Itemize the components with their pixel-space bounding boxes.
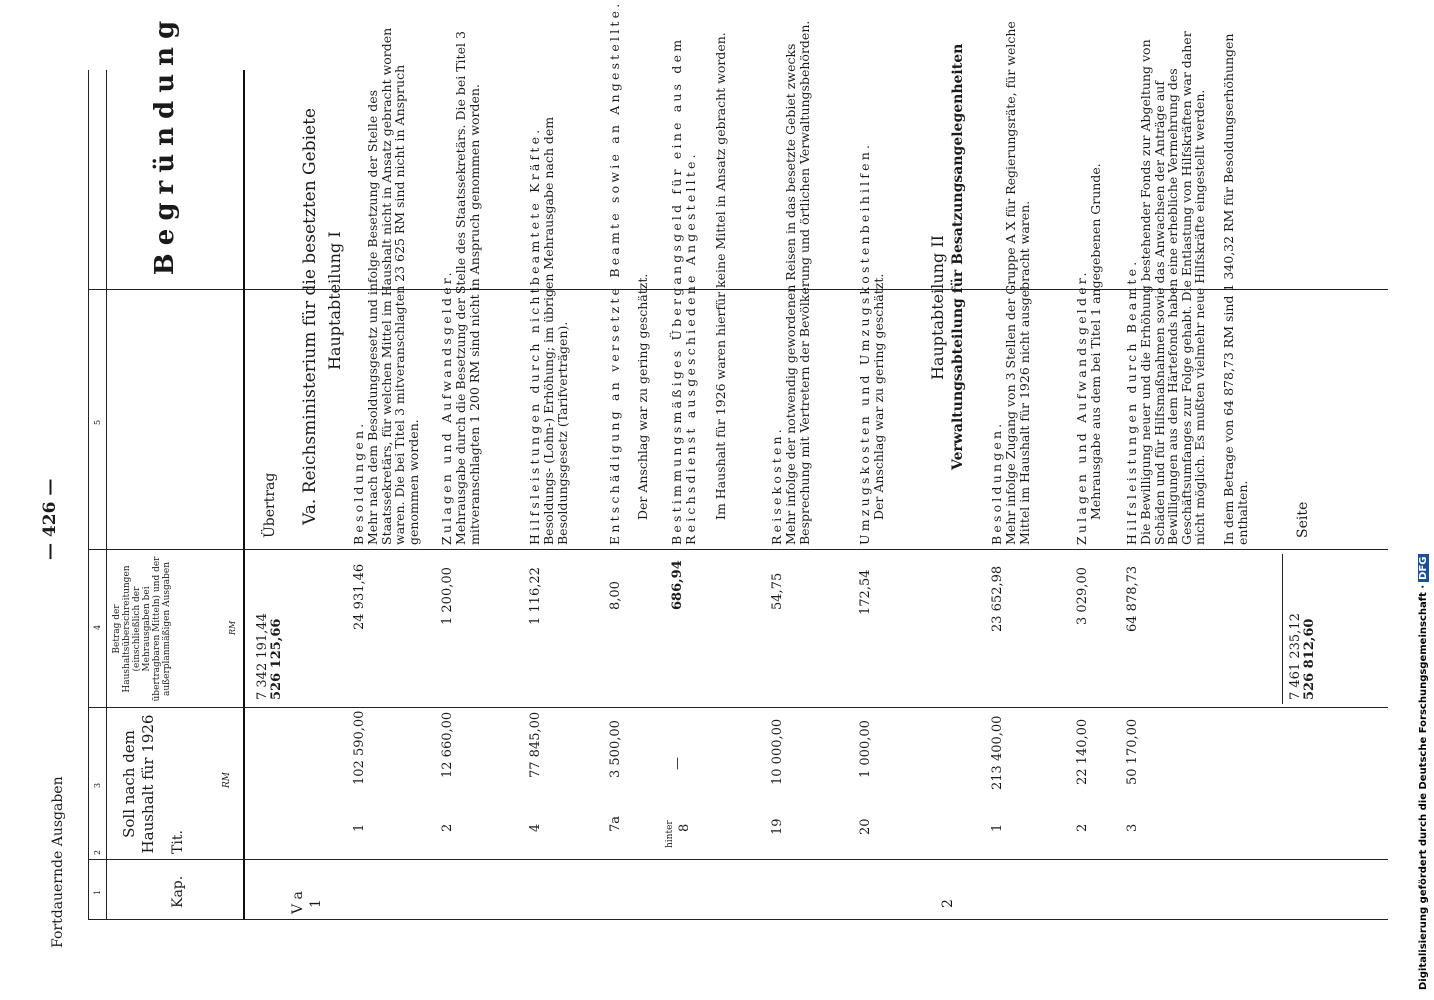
header-bottom-rule — [243, 70, 245, 920]
header-betrag: Betrag der Haushaltsüberschreitungen (einschließlich der Mehrausgaben bei übertragbaren Mitteln) und der außerplanmäßigen Ausgaben — [112, 556, 172, 702]
carry-out-label: Seite — [1295, 501, 1311, 538]
row-soll: 213 400,00 — [990, 715, 1005, 790]
row-soll: 50 170,00 — [1125, 718, 1140, 785]
row-text: Die Bewilligung neuer und die Erhöhung bestehender Fonds zur Abgeltung von Schäden und für Hilfsmaßnahmen sowie das Anwachsen der Anträge auf Bewilligungen aus dem Härtefonds haben eine erhebliche Vermehrung des Geschäftsumfanges zur Folge gehabt. Die Entlastung von Hilfskräften war daher nicht möglich. Es mußten vielmehr neue Hilfskräfte eingestellt werden. — [1138, 31, 1208, 545]
row-text-2: In dem Betrage von 64 878,73 RM sind 1 340,32 RM für Besoldungserhöhungen enthalten. — [1221, 33, 1250, 545]
col-border-3 — [88, 707, 1388, 708]
row-head: Zulagen und Aufwandsgelder. — [1074, 269, 1089, 545]
sum-rule — [1282, 554, 1283, 704]
row-soll: 3 500,00 — [608, 720, 623, 778]
row-betrag: 1 200,00 — [440, 567, 455, 625]
row-betrag: 23 652,98 — [990, 565, 1005, 632]
row-tit: 19 — [770, 818, 785, 835]
row-text: Mehr infolge Zugang von 3 Stellen der Gruppe A X für Regierungsräte, für welche Mittel im Haushalt für 1926 nicht ausgebracht waren. — [1003, 21, 1032, 545]
col-num-3: 3 — [93, 782, 102, 788]
row-betrag: 54,75 — [770, 572, 785, 610]
row-betrag: 686,94 — [670, 560, 685, 610]
header-soll: Soll nach dem Haushalt für 1926 — [120, 714, 157, 854]
carry-out-amount-2: 526 812,60 — [1302, 618, 1317, 700]
row-head: Umzugskosten und Umzugskostenbeihilfen. — [857, 141, 872, 545]
row-betrag: 64 878,73 — [1125, 565, 1140, 632]
col-num-5: 5 — [93, 419, 102, 425]
col-num-2: 2 — [93, 849, 102, 855]
row-text: Mehrausgabe aus dem bei Titel 1 angegebenen Grunde. — [1088, 163, 1103, 520]
carry-in-amount-2: 526 125,66 — [269, 618, 284, 700]
row-head: Hilfsleistungen durch nichtbeamtete Kräfte. — [527, 126, 542, 545]
row-text: Besoldungs- (Lohn-) Erhöhung; im übrigen Mehrausgabe nach dem Besoldungsgesetz (Tarifverträgen). — [541, 116, 570, 545]
row-tit: 8 — [677, 823, 692, 832]
chapter-kap: V a — [290, 891, 306, 914]
row-soll: 12 660,00 — [440, 711, 455, 778]
header-tit: Tit. — [170, 830, 186, 854]
col-border-4 — [88, 549, 1388, 550]
row-text: Der Anschlag war zu gering geschätzt. — [871, 273, 886, 520]
header-betrag-unit: RM — [228, 620, 237, 635]
col-num-1: 1 — [93, 889, 102, 895]
header-soll-unit: RM — [222, 772, 232, 788]
section-2-subtitle: Verwaltungsabteilung für Besatzungsangelegenheiten — [950, 43, 966, 470]
chapter-title: Va. Reichsministerium für die besetzten Gebiete — [300, 108, 320, 525]
row-tit: 20 — [858, 818, 873, 835]
row-tit: 1 — [990, 823, 1005, 832]
chapter-sub: 1 — [308, 899, 324, 908]
running-title: Fortdauernde Ausgaben — [50, 776, 66, 948]
section-2-title: Hauptabteilung II — [928, 235, 947, 380]
dfg-logo: DFG — [1418, 556, 1429, 580]
row-text: Mehr infolge der notwendig gewordenen Reisen in das besetzte Gebiet zwecks Besprechung mit Vertretern der Bevölkerung und örtlichen Verwaltungsbehörden. — [783, 20, 812, 545]
row-soll: 1 000,00 — [858, 720, 873, 778]
row-betrag: 8,00 — [608, 581, 623, 610]
row-text: Mehrausgabe durch die Besetzung der Stelle des Staatssekretärs. Die bei Titel 3 mitveranschlagten 1 200 RM sind nicht in Anspruch genommen worden. — [453, 31, 482, 545]
row-tit: 4 — [528, 823, 543, 832]
row-head: Bestimmungsmäßiges Übergangsgeld für eine aus dem Reichsdienst ausgeschiedene Angestellte. — [669, 36, 698, 545]
row-head: Hilfsleistungen durch Beamte. — [1124, 258, 1139, 545]
col-border-2 — [88, 859, 1388, 860]
row-head: Entschädigung an versetzte Beamte sowie an Angestellte. — [607, 0, 622, 545]
row-soll: 102 590,00 — [352, 710, 367, 785]
carry-in-amount-1: 7 342 191,44 — [255, 613, 270, 700]
page-number: — 426 — — [40, 478, 60, 560]
digitization-credit — [1418, 555, 1429, 991]
row-betrag: 24 931,46 — [352, 563, 367, 630]
row-tit-prefix: hinter — [665, 820, 675, 848]
carry-out-amount-1: 7 461 235,12 — [1288, 613, 1303, 700]
row-soll: 10 000,00 — [770, 718, 785, 785]
row-betrag: 172,54 — [858, 569, 873, 615]
section-2-kap: 2 — [940, 899, 956, 908]
column-number-rule — [106, 70, 107, 920]
header-begruendung: Begründung — [150, 12, 180, 276]
row-betrag: 3 029,00 — [1075, 567, 1090, 625]
row-betrag: 1 116,22 — [528, 567, 543, 625]
row-head: Besoldungen. — [989, 420, 1004, 545]
header-kap: Kap. — [170, 875, 186, 908]
row-text: Im Haushalt für 1926 waren hierfür keine Mittel in Ansatz gebracht worden. — [713, 32, 728, 520]
row-text: Der Anschlag war zu gering geschätzt. — [635, 273, 650, 520]
row-soll: — — [670, 757, 685, 770]
row-tit: 2 — [1075, 823, 1090, 832]
row-head: Zulagen und Aufwandsgelder. — [439, 269, 454, 545]
row-tit: 2 — [440, 823, 455, 832]
row-soll: 22 140,00 — [1075, 718, 1090, 785]
section-1-title: Hauptabteilung I — [325, 231, 344, 370]
col-num-4: 4 — [93, 624, 102, 630]
row-soll: 77 845,00 — [528, 711, 543, 778]
row-text: Mehr nach dem Besoldungsgesetz und infolge Besetzung der Stelle des Staatssekretärs, für welchen Mittel im Haushalt nicht in Ansatz gebracht worden waren. Die bei Titel 3 mitveranschlagten 23 625 RM sind nicht in Anspruch genommen worden. — [365, 27, 421, 545]
row-head: Reisekosten. — [769, 426, 784, 545]
row-head: Besoldungen. — [351, 420, 366, 545]
credit-text: Digitalisierung gefördert durch die Deutsche Forschungsgemeinschaft · — [1418, 584, 1429, 990]
row-tit: 7a — [608, 815, 623, 832]
row-tit: 1 — [352, 823, 367, 832]
table-top-rule — [88, 70, 89, 920]
col-border-left — [88, 919, 1388, 920]
carry-in-label: Übertrag — [262, 472, 278, 538]
row-tit: 3 — [1125, 823, 1140, 832]
